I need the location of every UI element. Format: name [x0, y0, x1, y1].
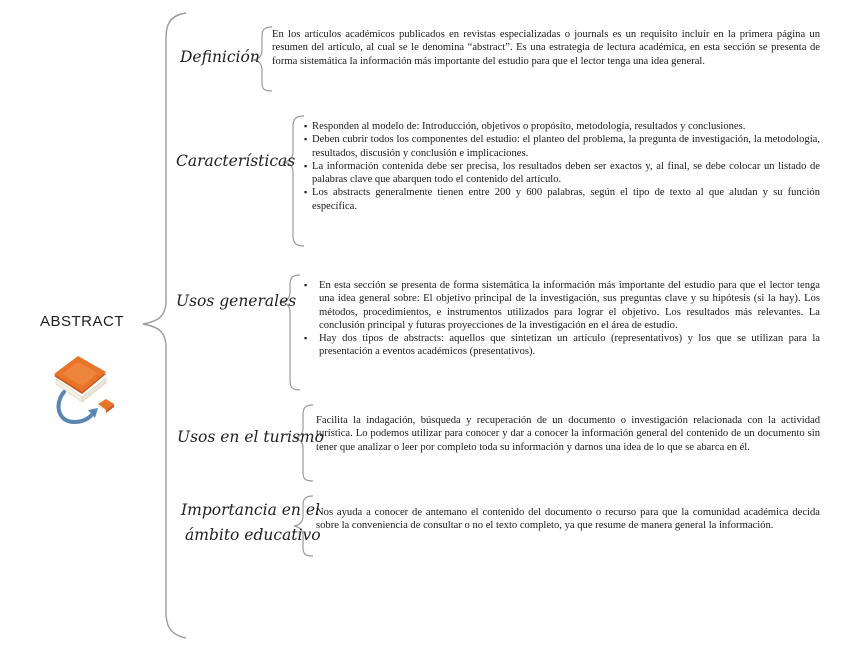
label-turismo: Usos en el turismo: [177, 428, 324, 446]
label-usos-generales: Usos generales: [176, 292, 297, 310]
caracteristicas-list: [304, 120, 820, 213]
text-definicion: [272, 28, 820, 68]
importancia-paragraph: Nos ayuda a conocer de antemano el contenido del documento o recurso para que la comunidad académica decida sobre la conveniencia de consultar o no el texto completo, ya que resume de manera general la información.: [316, 507, 820, 532]
usos-generales-list: [302, 279, 820, 359]
text-importancia: [316, 506, 820, 533]
list-item: ▪ Hay dos tipos de abstracts: aquellos que sintetizan un artículo (representativos) y los que se utilizan para la presentación a eventos académicos (presentativos).: [302, 332, 820, 359]
label-definicion: Definición: [180, 48, 260, 66]
list-item: ▪ Deben cubrir todos los componentes del estudio: el planteo del problema, la pregunta de investigación, la metodología, resultados, discusión y conclusión e implicaciones.: [304, 133, 820, 160]
list-item: ▪ Responden al modelo de: Introducción, objetivos o propósito, metodología, resultados y conclusiones.: [304, 120, 820, 133]
text-caracteristicas: [304, 120, 820, 213]
list-item: ▪ Los abstracts generalmente tienen entre 200 y 600 palabras, según el tipo de texto al que aludan y su función específica.: [304, 186, 820, 213]
definicion-paragraph: En los artículos académicos publicados en revistas especializadas o journals es un requisito incluir en la primera página un resumen del artículo, al cual se le denomina “abstract”. Es una estrategia de lectura académica, en esta sección se presenta de forma sistemática la información más importante del estudio para que el lector tenga una idea general.: [272, 29, 820, 67]
bracket-caracteristicas: [283, 116, 304, 246]
turismo-paragraph: Facilita la indagación, búsqueda y recuperación de un documento o investigación relacionada con la actividad turística. Lo podemos utilizar para conocer y dar a conocer la información general del contenido de un documento sin tener que analizar o leer por completo toda su información y darnos una idea de lo que se abarca en él.: [316, 415, 820, 453]
label-importancia: [181, 500, 321, 546]
text-usos-generales: [302, 279, 820, 359]
label-importancia-line2: ámbito educativo: [185, 526, 321, 544]
text-turismo: [316, 414, 820, 454]
main-bracket: [143, 13, 186, 638]
list-item: ▪ La información contenida debe ser precisa, los resultados deben ser exactos y, al final, se debe colocar un listado de palabras clave que abarquen todo el contenido del artículo.: [304, 160, 820, 187]
book-icon: [48, 352, 116, 428]
label-caracteristicas: Características: [176, 152, 296, 170]
list-item: ▪ En esta sección se presenta de forma sistemática la información más importante del estudio para que el lector tenga una idea general sobre: El objetivo principal de la investigación, sus preguntas clave y su hipótesis (si la hay). Los métodos, procedimientos, e instrumentos utilizados para lograr el objetivo. Los resultados más relevantes. La conclusión principal y futuras proyecciones de la investigación en el área de estudio.: [302, 279, 820, 332]
label-importancia-line1: Importancia en el: [181, 501, 320, 519]
root-title: ABSTRACT: [40, 313, 125, 330]
